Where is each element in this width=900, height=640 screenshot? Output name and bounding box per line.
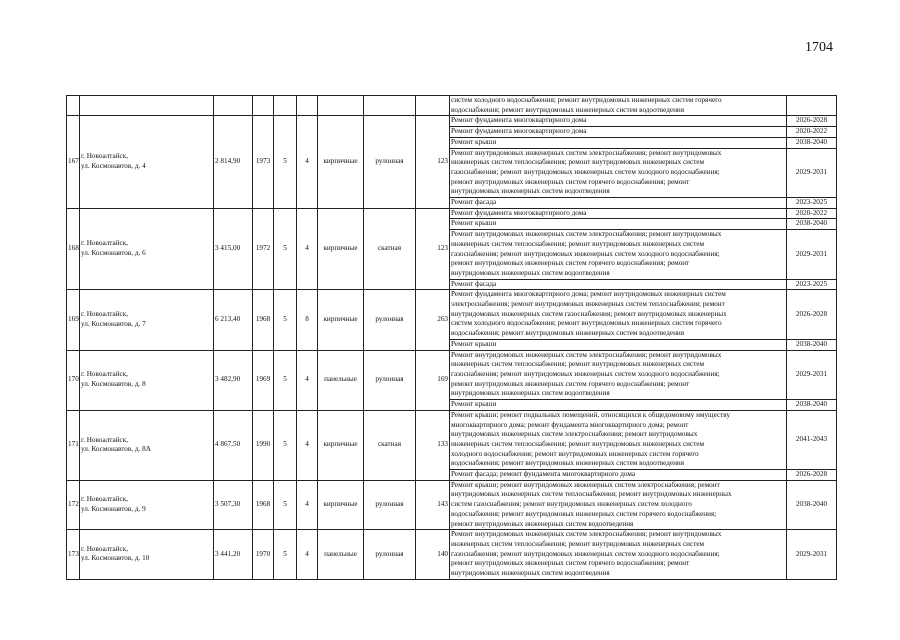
- work-text-line: внутридомовых инженерных систем водоотведения: [451, 268, 610, 277]
- entrances-cell: 4: [297, 410, 318, 480]
- wall-material-cell: панельные: [318, 530, 364, 580]
- work-text-line: ремонт внутридомовых инженерных систем горячего водоснабжения; ремонт: [451, 559, 690, 568]
- area-cell: 3 415,00: [214, 208, 253, 290]
- address-cell: [80, 530, 214, 580]
- page-number: 1704: [805, 40, 833, 55]
- roof-type-cell: скатная: [364, 208, 416, 290]
- work-text-line: Ремонт внутридомовых инженерных систем электроснабжения; ремонт внутридомовых: [451, 230, 722, 239]
- period-cell: 2029-2031: [787, 530, 837, 580]
- address-line: г. Новоалтайск,: [81, 310, 129, 319]
- work-description-cell: [450, 127, 787, 138]
- address-line: г. Новоалтайск,: [81, 239, 129, 248]
- work-text-line: газоснабжения; ремонт внутридомовых инженерных систем холодного водоснабжения;: [451, 369, 720, 378]
- work-description-cell: [450, 219, 787, 230]
- work-text-line: газоснабжения; ремонт внутридомовых инженерных систем холодного водоснабжения;: [451, 549, 720, 558]
- apartments-cell: 169: [416, 350, 450, 410]
- work-description-cell: [450, 137, 787, 148]
- address-line: ул. Космонавтов, д. 8А: [81, 445, 151, 454]
- roof-type-cell: рулонная: [364, 350, 416, 410]
- work-description-cell: [450, 148, 787, 198]
- work-text-line: инженерных систем теплоснабжения; ремонт внутридомовых инженерных систем: [451, 360, 705, 369]
- row-number-cell: 170: [67, 350, 80, 410]
- entrances-cell: 4: [297, 530, 318, 580]
- area-cell: 3 441,20: [214, 530, 253, 580]
- empty-cell: [416, 96, 450, 116]
- year-cell: 1969: [253, 350, 274, 410]
- work-text-line: Ремонт внутридомовых инженерных систем электроснабжения; ремонт внутридомовых: [451, 350, 722, 359]
- address-line: ул. Космонавтов, д. 8: [81, 380, 146, 389]
- area-cell: 4 867,50: [214, 410, 253, 480]
- entrances-cell: 4: [297, 480, 318, 530]
- work-description-cell: [450, 470, 787, 481]
- work-text-line: Ремонт фундамента многоквартирного дома; ремонт внутридомовых инженерных систем: [451, 290, 726, 299]
- address-line: г. Новоалтайск,: [81, 435, 129, 444]
- work-text-line: систем холодного водоснабжения; ремонт внутридомовых инженерных систем горячего: [451, 96, 722, 104]
- period-cell: 2026-2028: [787, 116, 837, 127]
- area-cell: 3 507,30: [214, 480, 253, 530]
- work-text-line: инженерных систем теплоснабжения; ремонт внутридомовых инженерных систем: [451, 158, 705, 167]
- work-text-line: газоснабжения; ремонт внутридомовых инженерных систем холодного водоснабжения;: [451, 167, 720, 176]
- empty-cell: [364, 96, 416, 116]
- address-line: г. Новоалтайск,: [81, 370, 129, 379]
- work-text-line: Ремонт внутридомовых инженерных систем электроснабжения; ремонт внутридомовых: [451, 148, 722, 157]
- apartments-cell: 140: [416, 530, 450, 580]
- wall-material-cell: кирпичные: [318, 208, 364, 290]
- housing-repair-table: [66, 95, 837, 580]
- work-text-line: внутридомовых инженерных систем водоотведения: [451, 389, 610, 398]
- work-text-line: Ремонт фундамента многоквартирного дома: [451, 208, 587, 217]
- work-text-line: Ремонт крыши; ремонт подвальных помещений, относящихся к общедомовому имуществу: [451, 410, 731, 419]
- work-text-line: ремонт внутридомовых инженерных систем горячего водоснабжения; ремонт: [451, 259, 690, 268]
- table-row: [67, 208, 837, 219]
- period-cell: 2029-2031: [787, 148, 837, 198]
- empty-cell: [253, 96, 274, 116]
- work-description-cell: [450, 116, 787, 127]
- empty-cell: [318, 96, 364, 116]
- address-cell: [80, 290, 214, 350]
- row-number-cell: 168: [67, 208, 80, 290]
- address-cell: [80, 350, 214, 410]
- apartments-cell: 123: [416, 208, 450, 290]
- work-text-line: внутридомовых инженерных систем электроснабжения; ремонт внутридомовых: [451, 430, 698, 439]
- floors-cell: 5: [274, 350, 297, 410]
- entrances-cell: 4: [297, 350, 318, 410]
- period-cell: 2041-2043: [787, 410, 837, 469]
- address-line: г. Новоалтайск,: [81, 495, 129, 504]
- work-text-line: систем холодного водоснабжения; ремонт внутридомовых инженерных систем горячего: [451, 319, 722, 328]
- work-text-line: водоснабжения; ремонт внутридомовых инженерных систем водоотведения: [451, 329, 685, 338]
- year-cell: 1972: [253, 208, 274, 290]
- address-line: ул. Космонавтов, д. 7: [81, 319, 146, 328]
- period-cell: 2029-2031: [787, 230, 837, 280]
- address-cell: [80, 116, 214, 208]
- apartments-cell: 123: [416, 116, 450, 208]
- period-cell: 2038-2040: [787, 480, 837, 530]
- work-text-line: внутридомовых инженерных систем газоснабжения; ремонт внутридомовых инженерных: [451, 309, 727, 318]
- floors-cell: 5: [274, 290, 297, 350]
- year-cell: 1968: [253, 290, 274, 350]
- address-line: ул. Космонавтов, д. 6: [81, 249, 146, 258]
- period-cell: 2026-2028: [787, 470, 837, 481]
- work-text-line: внутридомовых инженерных систем теплоснабжения; ремонт внутридомовых инженерных: [451, 490, 732, 499]
- period-cell: 2038-2040: [787, 400, 837, 411]
- work-description-cell: [450, 530, 787, 580]
- area-cell: 3 482,90: [214, 350, 253, 410]
- roof-type-cell: скатная: [364, 410, 416, 480]
- floors-cell: 5: [274, 410, 297, 480]
- address-cell: [80, 480, 214, 530]
- work-text-line: инженерных систем теплоснабжения; ремонт внутридомовых инженерных систем: [451, 539, 705, 548]
- table-row-continuation: [67, 96, 837, 116]
- empty-cell: [274, 96, 297, 116]
- work-text-line: инженерных систем теплоснабжения; ремонт внутридомовых инженерных систем: [451, 439, 705, 448]
- floors-cell: 5: [274, 116, 297, 208]
- work-description-cell: [450, 279, 787, 290]
- address-cell: [80, 208, 214, 290]
- table-row: [67, 350, 837, 400]
- table-body: [67, 96, 837, 580]
- roof-type-cell: рулонная: [364, 530, 416, 580]
- work-text-line: Ремонт крыши: [451, 400, 497, 409]
- period-cell: 2023-2025: [787, 279, 837, 290]
- work-text-line: электроснабжения; ремонт внутридомовых инженерных систем теплоснабжения; ремонт: [451, 300, 725, 309]
- work-text-line: Ремонт фундамента многоквартирного дома: [451, 116, 587, 125]
- year-cell: 1990: [253, 410, 274, 480]
- work-description-cell: [450, 480, 787, 530]
- empty-cell: [67, 96, 80, 116]
- period-cell: 2029-2031: [787, 350, 837, 400]
- floors-cell: 5: [274, 208, 297, 290]
- work-text-line: водоснабжения; ремонт внутридомовых инженерных систем водоотведения: [451, 105, 685, 114]
- work-description-cell: [450, 96, 787, 116]
- address-line: ул. Космонавтов, д. 9: [81, 504, 146, 513]
- work-text-line: ремонт внутридомовых инженерных систем горячего водоснабжения; ремонт: [451, 177, 690, 186]
- row-number-cell: 173: [67, 530, 80, 580]
- work-description-cell: [450, 339, 787, 350]
- roof-type-cell: рулонная: [364, 480, 416, 530]
- roof-type-cell: рулонная: [364, 290, 416, 350]
- wall-material-cell: кирпичные: [318, 116, 364, 208]
- wall-material-cell: кирпичные: [318, 410, 364, 480]
- table-row: [67, 410, 837, 469]
- work-text-line: внутридомовых инженерных систем водоотведения: [451, 187, 610, 196]
- period-cell: 2020-2022: [787, 127, 837, 138]
- area-cell: 6 213,40: [214, 290, 253, 350]
- work-text-line: ремонт внутридомовых инженерных систем горячего водоснабжения; ремонт: [451, 379, 690, 388]
- work-text-line: внутридомовых инженерных систем водоотведения: [451, 569, 610, 578]
- work-description-cell: [450, 410, 787, 469]
- period-cell: 2023-2025: [787, 198, 837, 209]
- address-line: ул. Космонавтов, д. 4: [81, 162, 146, 171]
- row-number-cell: 169: [67, 290, 80, 350]
- wall-material-cell: кирпичные: [318, 290, 364, 350]
- row-number-cell: 172: [67, 480, 80, 530]
- work-description-cell: [450, 350, 787, 400]
- period-cell: 2020-2022: [787, 208, 837, 219]
- work-text-line: водоснабжения; ремонт внутридомовых инженерных систем горячего водоснабжения;: [451, 509, 717, 518]
- work-text-line: Ремонт крыши; ремонт внутридомовых инженерных систем электроснабжения; ремонт: [451, 480, 720, 489]
- work-text-line: систем газоснабжения; ремонт внутридомовых инженерных систем холодного: [451, 500, 692, 509]
- entrances-cell: 4: [297, 116, 318, 208]
- table-row: [67, 530, 837, 580]
- wall-material-cell: кирпичные: [318, 480, 364, 530]
- floors-cell: 5: [274, 530, 297, 580]
- work-text-line: Ремонт фасада; ремонт фундамента многоквартирного дома: [451, 470, 636, 479]
- entrances-cell: 8: [297, 290, 318, 350]
- wall-material-cell: панельные: [318, 350, 364, 410]
- work-text-line: Ремонт крыши: [451, 339, 497, 348]
- year-cell: 1968: [253, 480, 274, 530]
- work-description-cell: [450, 208, 787, 219]
- empty-cell: [214, 96, 253, 116]
- work-text-line: ремонт внутридомовых инженерных систем водоотведения: [451, 519, 634, 528]
- area-cell: 2 814,90: [214, 116, 253, 208]
- work-description-cell: [450, 198, 787, 209]
- apartments-cell: 133: [416, 410, 450, 480]
- floors-cell: 5: [274, 480, 297, 530]
- work-text-line: водоснабжения; ремонт внутридомовых инженерных систем водоотведения: [451, 459, 685, 468]
- address-line: г. Новоалтайск,: [81, 544, 129, 553]
- period-cell: 2038-2040: [787, 137, 837, 148]
- work-text-line: Ремонт фасада: [451, 279, 497, 288]
- work-text-line: Ремонт фундамента многоквартирного дома: [451, 127, 587, 136]
- period-cell: 2038-2040: [787, 339, 837, 350]
- work-text-line: инженерных систем теплоснабжения; ремонт внутридомовых инженерных систем: [451, 239, 705, 248]
- work-text-line: Ремонт крыши: [451, 219, 497, 228]
- table-row: [67, 290, 837, 340]
- entrances-cell: 4: [297, 208, 318, 290]
- period-cell: [787, 96, 837, 116]
- work-text-line: Ремонт крыши: [451, 137, 497, 146]
- work-description-cell: [450, 230, 787, 280]
- work-text-line: газоснабжения; ремонт внутридомовых инженерных систем холодного водоснабжения;: [451, 249, 720, 258]
- row-number-cell: 167: [67, 116, 80, 208]
- address-line: ул. Космонавтов, д. 10: [81, 554, 150, 563]
- work-text-line: многоквартирного дома; ремонт фундамента многоквартирного дома; ремонт: [451, 420, 689, 429]
- address-cell: [80, 410, 214, 480]
- year-cell: 1970: [253, 530, 274, 580]
- period-cell: 2038-2040: [787, 219, 837, 230]
- apartments-cell: 263: [416, 290, 450, 350]
- work-text-line: холодного водоснабжения; ремонт внутридомовых инженерных систем горячего: [451, 449, 699, 458]
- empty-cell: [297, 96, 318, 116]
- table-row: [67, 480, 837, 530]
- work-description-cell: [450, 290, 787, 340]
- work-text-line: Ремонт внутридомовых инженерных систем электроснабжения; ремонт внутридомовых: [451, 530, 722, 539]
- apartments-cell: 143: [416, 480, 450, 530]
- empty-cell: [80, 96, 214, 116]
- roof-type-cell: рулонная: [364, 116, 416, 208]
- period-cell: 2026-2028: [787, 290, 837, 340]
- table-row: [67, 116, 837, 127]
- row-number-cell: 171: [67, 410, 80, 480]
- work-description-cell: [450, 400, 787, 411]
- work-text-line: Ремонт фасада: [451, 198, 497, 207]
- year-cell: 1973: [253, 116, 274, 208]
- address-line: г. Новоалтайск,: [81, 152, 129, 161]
